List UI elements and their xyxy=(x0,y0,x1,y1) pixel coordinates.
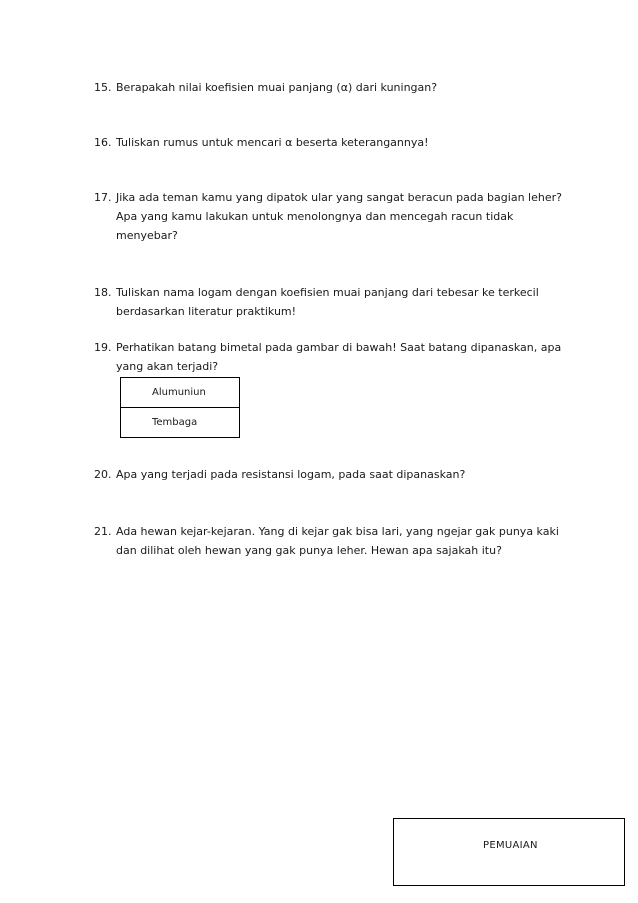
question-text: Tuliskan rumus untuk mencari α beserta keterangannya! xyxy=(116,136,429,149)
question-19 xyxy=(94,338,574,376)
question-number: 19. xyxy=(94,341,112,354)
question-number: 20. xyxy=(94,468,112,481)
question-20 xyxy=(94,465,574,484)
question-number: 16. xyxy=(94,136,112,149)
question-21 xyxy=(94,522,574,560)
question-17 xyxy=(94,188,574,245)
question-text: Ada hewan kejar-kejaran. Yang di kejar gak bisa lari, yang ngejar gak punya kaki dan dilihat oleh hewan yang gak punya leher. Hewan apa sajakah itu? xyxy=(116,525,559,557)
question-number: 21. xyxy=(94,525,112,538)
question-number: 18. xyxy=(94,286,112,299)
question-text: Apa yang terjadi pada resistansi logam, pada saat dipanaskan? xyxy=(116,468,466,481)
question-text: Tuliskan nama logam dengan koefisien muai panjang dari tebesar ke terkecil berdasarkan literatur praktikum! xyxy=(116,286,539,318)
bimetal-top-label: Alumuniun xyxy=(152,387,206,398)
footer-topic-box xyxy=(393,818,625,886)
question-text: Perhatikan batang bimetal pada gambar di bawah! Saat batang dipanaskan, apa yang akan terjadi? xyxy=(116,341,562,373)
bimetal-diagram xyxy=(120,377,240,438)
question-18 xyxy=(94,283,574,321)
question-text: Berapakah nilai koefisien muai panjang (α) dari kuningan? xyxy=(116,81,438,94)
question-16 xyxy=(94,133,574,152)
footer-topic-label: PEMUAIAN xyxy=(483,840,538,851)
bimetal-bottom-label: Tembaga xyxy=(152,416,198,428)
question-15 xyxy=(94,78,574,97)
question-number: 15. xyxy=(94,81,112,94)
bimetal-layer-copper xyxy=(121,408,239,438)
question-number: 17. xyxy=(94,191,112,204)
bimetal-layer-aluminium xyxy=(121,378,239,408)
question-text: Jika ada teman kamu yang dipatok ular yang sangat beracun pada bagian leher? Apa yang kamu lakukan untuk menolongnya dan mencegah racun tidak menyebar? xyxy=(116,191,562,242)
